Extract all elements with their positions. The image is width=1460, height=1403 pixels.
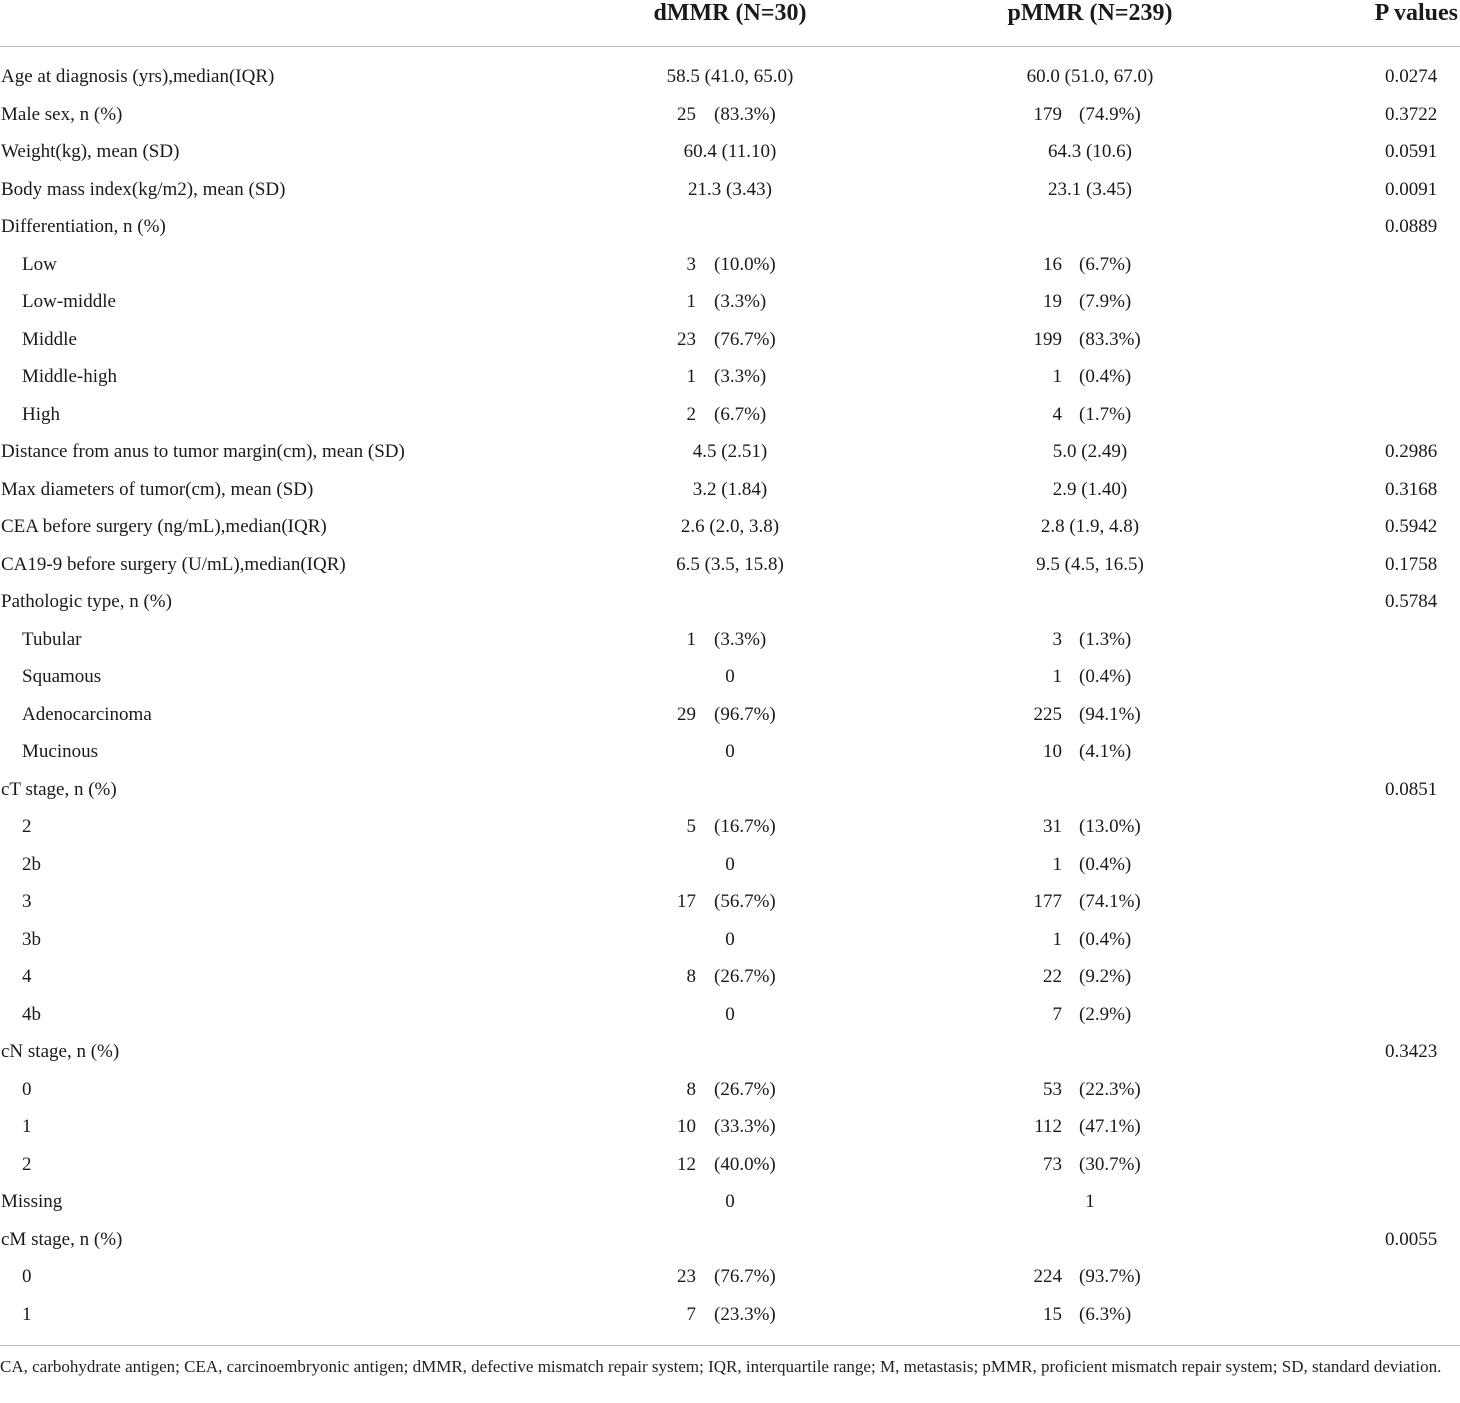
table-bottom-rule [0, 1345, 1460, 1346]
dmmr-count: 3 [686, 253, 696, 275]
row-label: 4b [22, 1003, 41, 1025]
dmmr-percent: (76.7%) [714, 1266, 776, 1287]
pmmr-percent: (6.7%) [1079, 253, 1132, 275]
dmmr-percent: (3.3%) [714, 628, 767, 650]
pmmr-percent: (47.1%) [1079, 1116, 1141, 1137]
table-row [0, 621, 1460, 659]
pmmr-count: 1 [1052, 366, 1062, 387]
dmmr-value: 21.3 (3.43) [688, 178, 772, 200]
row-label: Max diameters of tumor(cm), mean (SD) [1, 478, 314, 500]
dmmr-value: 6.5 (3.5, 15.8) [676, 553, 784, 575]
pmmr-percent: (4.1%) [1079, 741, 1132, 762]
dmmr-value: 0 [725, 853, 735, 875]
table-row [0, 1296, 1460, 1334]
pmmr-count: 15 [1043, 1303, 1062, 1325]
pmmr-count: 224 [1033, 1266, 1062, 1287]
row-label: Squamous [22, 666, 102, 687]
pmmr-percent: (83.3%) [1079, 328, 1141, 350]
table-row [0, 658, 1460, 696]
p-value: 0.0591 [1385, 141, 1438, 162]
table-row [0, 883, 1460, 921]
pmmr-percent: (2.9%) [1079, 1003, 1132, 1025]
pmmr-count: 31 [1043, 816, 1062, 837]
pmmr-percent: (7.9%) [1079, 291, 1132, 312]
dmmr-count: 1 [686, 366, 696, 387]
pmmr-percent: (0.4%) [1079, 928, 1132, 950]
pmmr-count: 179 [1033, 103, 1062, 125]
pmmr-count: 53 [1043, 1078, 1062, 1100]
p-value: 0.3722 [1385, 103, 1438, 125]
row-label: Age at diagnosis (yrs),median(IQR) [1, 66, 275, 87]
row-label: Low [22, 253, 57, 275]
row-label: Male sex, n (%) [1, 103, 123, 125]
p-value: 0.5942 [1385, 516, 1438, 537]
table-row [0, 583, 1460, 621]
dmmr-value: 4.5 (2.51) [692, 441, 768, 462]
row-label: 0 [22, 1266, 32, 1287]
pmmr-count: 177 [1033, 891, 1062, 912]
dmmr-percent: (33.3%) [714, 1116, 776, 1137]
table-row [0, 358, 1460, 396]
table-row [0, 1071, 1460, 1109]
dmmr-count: 5 [686, 816, 696, 837]
row-label: Distance from anus to tumor margin(cm), mean (SD) [1, 441, 405, 462]
dmmr-percent: (83.3%) [714, 103, 776, 125]
pmmr-value: 9.5 (4.5, 16.5) [1036, 553, 1144, 575]
p-value: 0.3423 [1385, 1041, 1438, 1062]
table-row [0, 321, 1460, 359]
dmmr-count: 7 [686, 1303, 696, 1325]
row-label: Missing [1, 1191, 63, 1212]
pmmr-percent: (0.4%) [1079, 366, 1132, 387]
pmmr-value: 1 [1085, 1191, 1095, 1212]
row-label: 1 [22, 1303, 32, 1325]
row-label: Low-middle [22, 291, 116, 312]
pmmr-count: 19 [1043, 291, 1062, 312]
table-row [0, 846, 1460, 884]
table-row [0, 58, 1460, 96]
dmmr-count: 23 [677, 328, 696, 350]
table-row [0, 283, 1460, 321]
table-row [0, 1146, 1460, 1184]
dmmr-count: 25 [677, 103, 696, 125]
row-label: 3 [22, 891, 32, 912]
table-row [0, 208, 1460, 246]
header-pmmr: pMMR (N=239) [1007, 0, 1173, 26]
pmmr-count: 199 [1033, 328, 1062, 350]
row-label: 2 [22, 1153, 32, 1175]
header-pvalues: P values [1374, 0, 1458, 26]
dmmr-count: 1 [686, 628, 696, 650]
pmmr-count: 1 [1052, 928, 1062, 950]
pmmr-percent: (93.7%) [1079, 1266, 1141, 1287]
table-row [0, 96, 1460, 134]
pmmr-value: 23.1 (3.45) [1048, 178, 1132, 200]
pmmr-percent: (0.4%) [1079, 853, 1132, 875]
pmmr-count: 22 [1043, 966, 1062, 987]
pmmr-percent: (0.4%) [1079, 666, 1132, 687]
table-row [0, 1221, 1460, 1259]
row-label: CEA before surgery (ng/mL),median(IQR) [1, 516, 327, 537]
pmmr-value: 2.9 (1.40) [1052, 478, 1128, 500]
dmmr-percent: (76.7%) [714, 328, 776, 350]
dmmr-percent: (23.3%) [714, 1303, 776, 1325]
dmmr-value: 60.4 (11.10) [683, 141, 777, 162]
row-label: 0 [22, 1078, 32, 1100]
table-row [0, 733, 1460, 771]
table-row [0, 396, 1460, 434]
table-row [0, 171, 1460, 209]
row-label: High [22, 403, 60, 425]
row-label: Pathologic type, n (%) [1, 591, 172, 612]
p-value: 0.5784 [1385, 591, 1438, 612]
dmmr-percent: (96.7%) [714, 703, 776, 725]
row-label: Middle [22, 328, 77, 350]
pmmr-value: 2.8 (1.9, 4.8) [1040, 516, 1140, 537]
dmmr-count: 23 [677, 1266, 696, 1287]
row-label: cN stage, n (%) [1, 1041, 120, 1062]
row-label: cT stage, n (%) [1, 778, 117, 800]
dmmr-count: 1 [686, 291, 696, 312]
table-row [0, 1258, 1460, 1296]
dmmr-percent: (56.7%) [714, 891, 776, 912]
p-value: 0.0091 [1385, 178, 1438, 200]
table-row [0, 1108, 1460, 1146]
dmmr-value: 0 [725, 1003, 735, 1025]
header-dmmr: dMMR (N=30) [653, 0, 807, 26]
pmmr-percent: (74.1%) [1079, 891, 1141, 912]
table-footnote: CA, carbohydrate antigen; CEA, carcinoembryonic antigen; dMMR, defective mismatch repair system; IQR, interquartile range; M, metastasis; pMMR, proficient mismatch repair system; SD, standard deviation. [0, 1357, 1442, 1376]
table-row [0, 696, 1460, 734]
dmmr-count: 2 [686, 403, 696, 425]
row-label: Body mass index(kg/m2), mean (SD) [1, 178, 286, 200]
table-row [0, 433, 1460, 471]
table-header [0, 0, 1460, 47]
table-row [0, 471, 1460, 509]
pmmr-percent: (1.3%) [1079, 628, 1132, 650]
dmmr-count: 8 [686, 1078, 696, 1100]
row-label: Mucinous [22, 741, 98, 762]
table-row [0, 508, 1460, 546]
p-value: 0.0889 [1385, 216, 1438, 237]
pmmr-count: 73 [1043, 1153, 1062, 1175]
dmmr-percent: (26.7%) [714, 1078, 776, 1100]
row-label: 1 [22, 1116, 32, 1137]
p-value: 0.1758 [1385, 553, 1438, 575]
row-label: CA19-9 before surgery (U/mL),median(IQR) [1, 553, 346, 575]
pmmr-value: 5.0 (2.49) [1052, 441, 1128, 462]
dmmr-percent: (40.0%) [714, 1153, 776, 1175]
pmmr-count: 16 [1043, 253, 1062, 275]
pmmr-count: 3 [1052, 628, 1062, 650]
row-label: 4 [22, 966, 32, 987]
pmmr-count: 10 [1043, 741, 1062, 762]
table-row [0, 771, 1460, 809]
pmmr-count: 1 [1052, 666, 1062, 687]
pmmr-percent: (94.1%) [1079, 703, 1141, 725]
dmmr-percent: (16.7%) [714, 816, 776, 837]
table-row [0, 246, 1460, 284]
row-label: Middle-high [22, 366, 117, 387]
dmmr-value: 0 [725, 1191, 735, 1212]
dmmr-percent: (3.3%) [714, 366, 767, 387]
pmmr-percent: (9.2%) [1079, 966, 1132, 987]
row-label: 2 [22, 816, 32, 837]
pmmr-percent: (13.0%) [1079, 816, 1141, 837]
pmmr-percent: (30.7%) [1079, 1153, 1141, 1175]
pmmr-percent: (74.9%) [1079, 103, 1141, 125]
dmmr-percent: (10.0%) [714, 253, 776, 275]
table-row [0, 546, 1460, 584]
table-row [0, 1033, 1460, 1071]
row-label: Adenocarcinoma [22, 703, 152, 725]
dmmr-count: 29 [677, 703, 696, 725]
pmmr-count: 7 [1052, 1003, 1062, 1025]
dmmr-value: 0 [725, 741, 735, 762]
dmmr-count: 10 [677, 1116, 696, 1137]
dmmr-percent: (26.7%) [714, 966, 776, 987]
row-label: Weight(kg), mean (SD) [1, 141, 180, 162]
dmmr-value: 0 [725, 666, 735, 687]
row-label: cM stage, n (%) [1, 1228, 123, 1250]
pmmr-value: 64.3 (10.6) [1048, 141, 1132, 162]
row-label: 2b [22, 853, 41, 875]
pmmr-count: 4 [1052, 403, 1062, 425]
row-label: Differentiation, n (%) [1, 216, 166, 237]
table-row [0, 1183, 1460, 1221]
p-value: 0.3168 [1385, 478, 1438, 500]
pmmr-value: 60.0 (51.0, 67.0) [1026, 66, 1154, 87]
pmmr-percent: (1.7%) [1079, 403, 1132, 425]
table-row [0, 808, 1460, 846]
table-row [0, 921, 1460, 959]
table-row [0, 133, 1460, 171]
p-value: 0.2986 [1385, 441, 1438, 462]
pmmr-count: 225 [1033, 703, 1062, 725]
pmmr-percent: (6.3%) [1079, 1303, 1132, 1325]
table-body [0, 58, 1460, 1333]
pmmr-percent: (22.3%) [1079, 1078, 1141, 1100]
dmmr-count: 17 [677, 891, 696, 912]
pmmr-count: 112 [1034, 1116, 1062, 1137]
dmmr-count: 8 [686, 966, 696, 987]
dmmr-value: 58.5 (41.0, 65.0) [666, 66, 794, 87]
p-value: 0.0851 [1385, 778, 1438, 800]
dmmr-value: 0 [725, 928, 735, 950]
dmmr-percent: (3.3%) [714, 291, 767, 312]
p-value: 0.0274 [1385, 66, 1438, 87]
dmmr-value: 2.6 (2.0, 3.8) [680, 516, 780, 537]
pmmr-count: 1 [1052, 853, 1062, 875]
dmmr-value: 3.2 (1.84) [692, 478, 768, 500]
row-label: Tubular [22, 628, 82, 650]
table-row [0, 958, 1460, 996]
table-row [0, 996, 1460, 1034]
p-value: 0.0055 [1385, 1228, 1438, 1250]
dmmr-count: 12 [677, 1153, 696, 1175]
dmmr-percent: (6.7%) [714, 403, 767, 425]
row-label: 3b [22, 928, 41, 950]
